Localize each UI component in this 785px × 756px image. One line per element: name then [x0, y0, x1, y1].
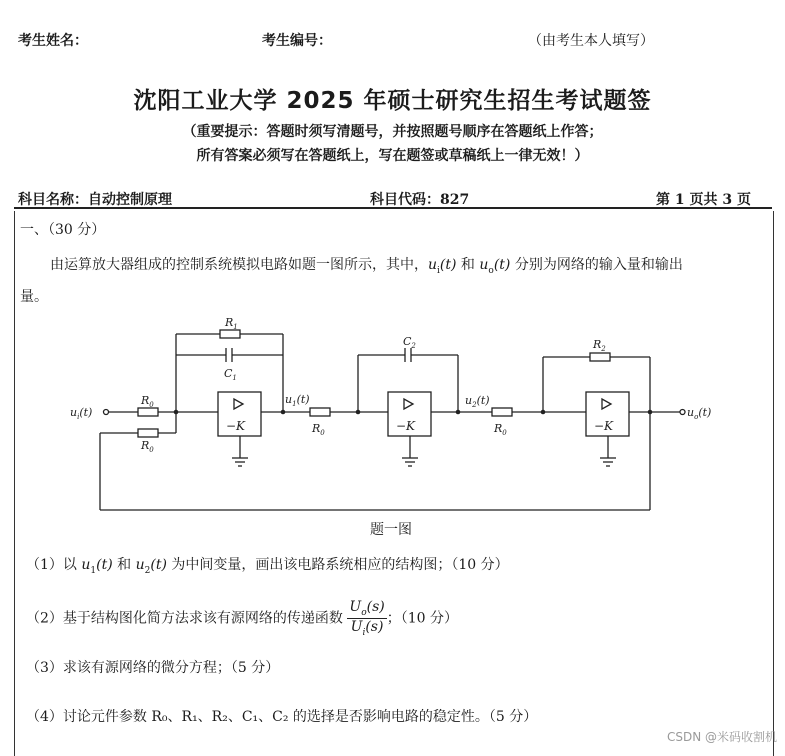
- resistor-r0-in: [138, 408, 158, 416]
- gain-1: −K: [226, 419, 246, 433]
- label-r0-stage3: $R_0$: [494, 422, 507, 437]
- candidate-name-label: 考生姓名：: [18, 33, 88, 49]
- label-c1: $C_1$: [224, 367, 237, 382]
- q2-num: （2）: [26, 610, 63, 627]
- label-u2: $u_2(t)$: [465, 394, 490, 409]
- q4-num: （4）: [26, 709, 63, 725]
- watermark: CSDN @米码收割机: [666, 730, 777, 744]
- label-r0-stage2: $R_0$: [312, 422, 325, 437]
- notice-line-1: （重要提示：答题时须写清题号，并按照题号顺序在答题纸上作答；: [182, 124, 603, 140]
- label-r1: $R_1$: [225, 316, 238, 331]
- notice-line-2: 所有答案必须写在答题纸上，写在题签或草稿纸上一律无效！）: [196, 148, 589, 164]
- output-terminal: [680, 410, 685, 415]
- question-4: [26, 706, 537, 726]
- resistor-r0-fb: [138, 429, 158, 437]
- q1-u1-t: (t): [96, 557, 113, 573]
- q1-u2-sub: 2: [144, 565, 151, 576]
- q1-u2: u: [135, 557, 145, 573]
- page-indicator: 第 1 页共 3 页: [656, 192, 751, 208]
- fraction-numerator: $U_o(s)$: [349, 599, 385, 618]
- intro-ui-t: (t): [439, 257, 457, 273]
- intro-text-a: 由运算放大器组成的控制系统模拟电路如题一图所示，其中，: [50, 257, 428, 273]
- gain-2: −K: [396, 419, 416, 433]
- q3-num: （3）: [26, 660, 63, 676]
- q1-text-c: 为中间变量，画出该电路系统相应的结构图；（10 分）: [166, 557, 509, 573]
- q1-text-b: 和: [112, 557, 136, 573]
- label-ui: $u_i(t)$: [70, 406, 93, 421]
- resistor-r2: [590, 353, 610, 361]
- q1-text-a: 以: [62, 557, 82, 573]
- intro-and: 和: [456, 257, 480, 273]
- subject-name: 科目名称：自动控制原理: [18, 192, 172, 208]
- intro-uo-sub: o: [488, 265, 494, 276]
- figure-caption: 题一图: [370, 522, 412, 538]
- section-intro-cont: 量。: [20, 289, 48, 305]
- intro-text-b: 分别为网络的输入量和输出: [510, 257, 683, 273]
- q2-text-b: ；（10 分）: [386, 610, 458, 627]
- transfer-function-fraction: [347, 599, 386, 638]
- q4-text: 讨论元件参数 R₀、R₁、R₂、C₁、C₂ 的选择是否影响电路的稳定性。（5 分）: [62, 709, 538, 725]
- resistor-r0-stage3: [492, 408, 512, 416]
- q1-u1: u: [81, 557, 91, 573]
- q3-text: 求该有源网络的微分方程；（5 分）: [62, 660, 280, 676]
- q1-u2-t: (t): [150, 557, 167, 573]
- candidate-id-label: 考生编号：: [262, 33, 332, 49]
- label-r0-in: $R_0$: [141, 394, 154, 409]
- resistor-r0-stage2: [310, 408, 330, 416]
- input-terminal: [104, 410, 109, 415]
- label-uo: $u_o(t)$: [687, 406, 712, 421]
- label-r0-fb: $R_0$: [141, 439, 154, 454]
- question-1: [26, 554, 509, 576]
- label-r2: $R_2$: [593, 338, 606, 353]
- gain-3: −K: [594, 419, 614, 433]
- q1-u1-sub: 1: [90, 565, 97, 576]
- resistor-r1: [220, 330, 240, 338]
- intro-uo-t: (t): [493, 257, 511, 273]
- section-heading: 一、（30 分）: [20, 222, 106, 238]
- label-c2: $C_2$: [403, 335, 416, 350]
- intro-uo: u: [479, 257, 489, 273]
- subject-code: 科目代码：827: [370, 192, 470, 208]
- exam-title: 沈阳工业大学 2025 年硕士研究生招生考试题签: [133, 88, 652, 114]
- fill-note: （由考生本人填写）: [528, 33, 654, 49]
- intro-ui-sub: i: [437, 265, 440, 276]
- intro-ui: u: [428, 257, 438, 273]
- question-2: [26, 599, 458, 638]
- question-3: [26, 657, 279, 677]
- q2-text-a: 基于结构图化简方法求该有源网络的传递函数: [62, 610, 343, 627]
- q1-num: （1）: [26, 557, 63, 573]
- label-u1: $u_1(t)$: [285, 393, 310, 408]
- fraction-denominator: $U_i(s)$: [350, 618, 384, 638]
